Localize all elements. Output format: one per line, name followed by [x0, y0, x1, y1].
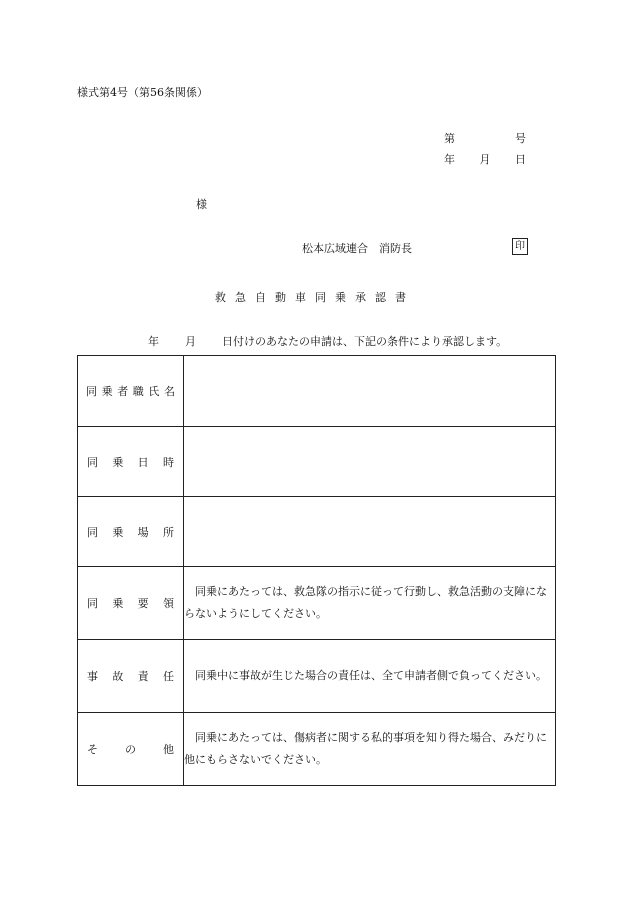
row-value: 同乗中に事故が生じた場合の責任は、全て申請者側で負ってください。	[195, 669, 547, 682]
row-value-cell	[184, 713, 556, 786]
table-row	[78, 713, 556, 786]
row-label	[78, 741, 183, 757]
date-year: 年	[444, 153, 455, 166]
row-label-cell	[78, 427, 184, 497]
row-label-cell	[78, 356, 184, 427]
row-label-char: 場	[137, 525, 149, 539]
row-label-char: 同	[87, 455, 98, 469]
row-label-char: の	[125, 743, 136, 756]
row-label	[78, 524, 183, 540]
table-row	[78, 427, 556, 497]
row-label-char: 名	[163, 385, 175, 398]
row-label	[78, 383, 183, 399]
row-label-char: 故	[112, 670, 124, 683]
row-value: 同乗にあたっては、傷病者に関する私的事項を知り得た場合、みだりに他にもらさないでください。	[184, 731, 547, 766]
recipient-suffix: 様	[196, 198, 207, 211]
form-number: 様式第4号（第56条関係）	[77, 86, 208, 99]
table-row	[78, 497, 556, 567]
row-label	[78, 454, 183, 470]
row-label-char: 日	[137, 455, 149, 469]
row-label-char: 同	[86, 385, 97, 398]
date-day: 日	[515, 153, 526, 166]
row-label-char: 責	[137, 670, 149, 683]
table-row	[78, 567, 556, 640]
number-suffix: 号	[515, 132, 526, 145]
row-value: 同乗にあたっては、救急隊の指示に従って行動し、救急活動の支障にならないようにしてください。	[184, 585, 547, 620]
date-line	[444, 151, 526, 167]
row-label-char: 他	[163, 743, 174, 756]
row-value-cell	[184, 356, 556, 427]
intro-year: 年	[148, 335, 159, 348]
intro-month: 月	[185, 335, 196, 348]
row-label-char: 者	[117, 385, 129, 398]
row-label-cell	[78, 567, 184, 640]
table-row	[78, 356, 556, 427]
intro-sentence	[148, 333, 507, 349]
document-title: 救急自動車同乗承認書	[215, 291, 415, 304]
row-label	[78, 595, 183, 611]
row-label-char: 氏	[148, 385, 160, 398]
row-label-char: 乗	[112, 597, 124, 610]
table-row	[78, 640, 556, 713]
seal-mark: 印	[512, 238, 528, 255]
row-value-cell	[184, 427, 556, 497]
row-label-char: 職	[132, 385, 144, 398]
conditions-table	[77, 355, 556, 786]
row-label-char: 領	[162, 597, 174, 610]
row-label-char: 乗	[112, 455, 124, 469]
row-label-char: 同	[87, 597, 98, 610]
date-month: 月	[479, 153, 491, 166]
row-label-cell	[78, 640, 184, 713]
row-value-cell	[184, 640, 556, 713]
document-number-line	[444, 130, 526, 146]
row-label-char: 所	[162, 525, 174, 539]
row-value-cell	[184, 497, 556, 567]
row-value-cell	[184, 567, 556, 640]
row-label-char: 要	[137, 597, 149, 610]
issuer: 松本広域連合 消防長	[302, 242, 412, 255]
row-label-char: 乗	[112, 525, 124, 539]
row-label-cell	[78, 497, 184, 567]
row-label-char: 事	[87, 670, 98, 683]
row-label-char: 乗	[101, 385, 113, 398]
intro-text: 日付けのあなたの申請は、下記の条件により承認します。	[222, 335, 508, 348]
number-prefix: 第	[444, 132, 455, 145]
row-label-char: そ	[87, 743, 98, 756]
row-label-char: 時	[162, 455, 174, 469]
row-label-cell	[78, 713, 184, 786]
row-label-char: 任	[162, 670, 174, 683]
row-label-char: 同	[87, 525, 98, 539]
row-label	[78, 668, 183, 684]
